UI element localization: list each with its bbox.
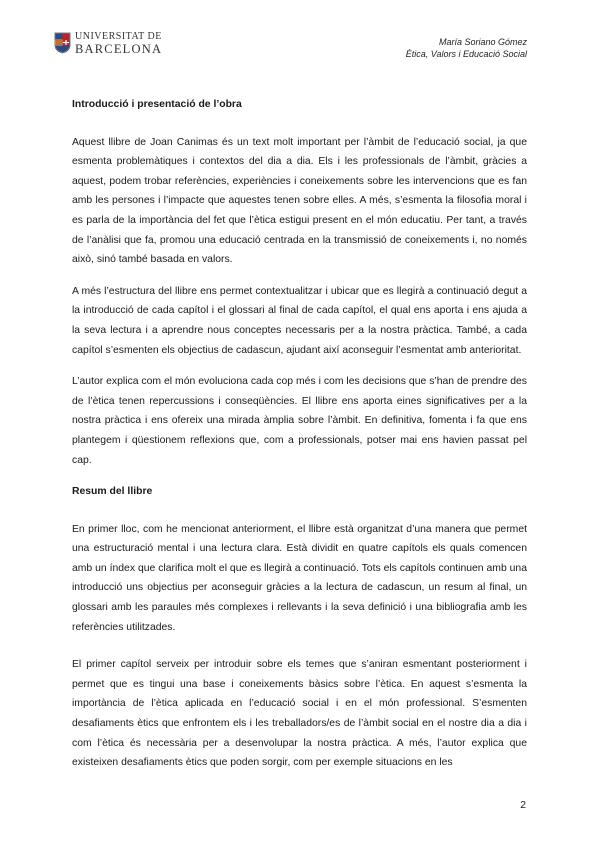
document-body <box>72 95 527 773</box>
logo-line2: BARCELONA <box>75 42 163 56</box>
header-info <box>406 36 527 60</box>
course-name: Ètica, Valors i Educació Social <box>405 49 527 59</box>
paragraph: En primer lloc, com he mencionat anteriorment, el llibre està organitzat d’una manera que permet una estructuració mental i una lectura clara. Està dividit en quatre capítols els quals comencen amb un índex que clarifica molt el que es llegirà a continuació. Tots els capítols continuen amb una introducció uns objectius per aconseguir gràcies a la lectura de cadascun, un resum al final, un glossari amb les paraules més complexes i rellevants i la seva definició i una bibliografia amb les referències utilitzades. <box>72 523 527 633</box>
university-logo <box>54 31 162 55</box>
page-number: 2 <box>520 800 526 811</box>
paragraph: A més l’estructura del llibre ens permet contextualitzar i ubicar que es llegirà a continuació degut a la introducció de cada capítol i el glossari al final de cada capítol, el qual ens aporta i ens ajuda a la seva lectura i a aprendre nous conceptes necessaris per a la nostra pràctica. També, a cada capítol s’esmenten els objectius de cadascun, ajudant així aconseguir l’esmentat amb anterioritat. <box>72 285 527 356</box>
section-heading-introduction: Introducció i presentació de l’obra <box>72 99 242 110</box>
author-name: María Soriano Gómez <box>438 37 527 47</box>
paragraph: El primer capítol serveix per introduir sobre els temes que s’aniran esmentant posteriorment i permet que es tingui una base i coneixements bàsics sobre l’ètica. En aquest s’esmenta la importància de l’ètica aplicada en l’educació social i en el món professional. S’esmenten desafiaments ètics que enfrontem els i les treballadors/es de l’àmbit social en el nostre dia a dia i com l’ètica és necessària per a desenvolupar la nostra pràctica. A més, l’autor explica que existeixen desafiaments ètics que poden sorgir, com per exemple situacions en les <box>72 659 527 769</box>
section-heading-summary: Resum del llibre <box>72 486 153 498</box>
logo-line1: UNIVERSITAT DE <box>75 31 162 42</box>
paragraph: L’autor explica com el món evoluciona cada cop més i com les decisions que s’han de prendre des de l’ètica tenen repercussions i conseqüències. El llibre ens aporta eines significatives per a la nostra pràctica i ens ofereix una mirada àmplia sobre l’àmbit. En definitiva, fomenta i fa que ens plantegem i qüestionem reflexions que, com a professionals, potser mai ens havien passat pel cap. <box>72 376 527 466</box>
paragraph: Aquest llibre de Joan Canimas és un text molt important per l’àmbit de l’educació social, ja que esmenta problemàtiques i contextos del dia a dia. Els i les professionals de l’àmbit, gràcies a aquest, podem trobar referències, experiències i coneixements sobre les intervencions que es fan amb les persones i l’impacte que aquestes tenen sobre elles. A més, s’esmenta la filosofia moral i es parla de la importància del fet que l’ètica estigui present en el món educatiu. Per tant, a través de l’anàlisi que fa, promou una educació centrada en la transmissió de coneixements i, no només això, sinó també basada en valors. <box>72 136 527 266</box>
university-crest-icon <box>54 32 71 54</box>
university-name <box>75 31 162 55</box>
